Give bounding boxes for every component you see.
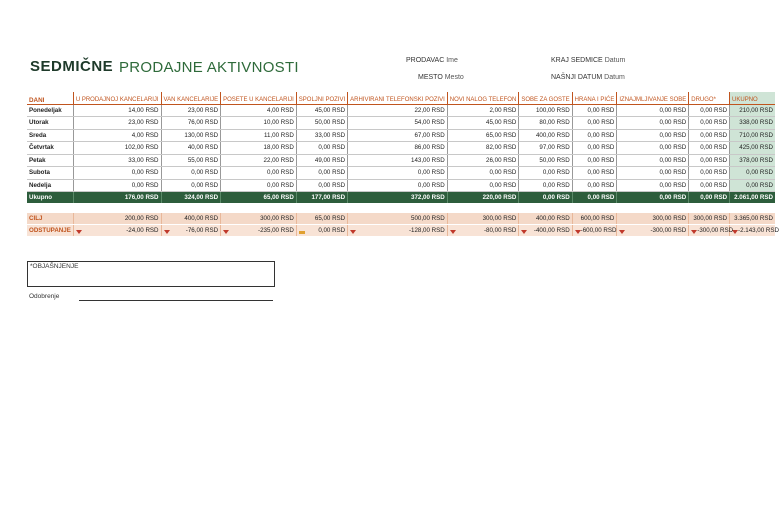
target-row-value[interactable]: 400,00 RSD bbox=[519, 213, 572, 225]
table-row-value[interactable]: 0,00 RSD bbox=[617, 179, 689, 192]
table-row-value[interactable]: 0,00 RSD bbox=[689, 104, 730, 117]
table-row-value[interactable]: 0,00 RSD bbox=[73, 167, 161, 180]
down-arrow-icon bbox=[223, 230, 229, 234]
variance-value: -128,00 RSD bbox=[408, 227, 445, 234]
table-row-value[interactable]: 45,00 RSD bbox=[296, 104, 347, 117]
table-row-value[interactable]: 425,00 RSD bbox=[730, 142, 775, 155]
table-row-value[interactable]: 0,00 RSD bbox=[617, 154, 689, 167]
table-row-value[interactable]: 0,00 RSD bbox=[572, 167, 617, 180]
total-row-value[interactable]: 220,00 RSD bbox=[447, 192, 519, 204]
table-row-value[interactable]: 50,00 RSD bbox=[296, 117, 347, 130]
table-row-value[interactable]: 0,00 RSD bbox=[689, 154, 730, 167]
table-row-value[interactable]: 55,00 RSD bbox=[161, 154, 221, 167]
variance-row-value[interactable] bbox=[161, 225, 221, 237]
header-cell: HRANA I PIĆE bbox=[572, 92, 617, 104]
table-row-value[interactable]: 22,00 RSD bbox=[221, 154, 297, 167]
target-row-value[interactable]: 300,00 RSD bbox=[447, 213, 519, 225]
target-row-value[interactable]: 500,00 RSD bbox=[348, 213, 448, 225]
total-row bbox=[27, 192, 775, 204]
variance-value: -235,00 RSD bbox=[258, 227, 294, 234]
nasnji-label: NAŠNJI DATUM bbox=[551, 74, 603, 81]
total-row-value[interactable]: 177,00 RSD bbox=[296, 192, 347, 204]
meta-nasnji bbox=[551, 74, 625, 81]
table-row bbox=[27, 167, 775, 180]
total-row-value[interactable]: 372,00 RSD bbox=[348, 192, 448, 204]
table-row-value[interactable]: 0,00 RSD bbox=[689, 179, 730, 192]
variance-value: -300,00 RSD bbox=[650, 227, 687, 234]
down-arrow-icon bbox=[76, 230, 82, 234]
equal-indicator-icon bbox=[299, 231, 305, 234]
total-row-label: Ukupno bbox=[27, 192, 73, 204]
variance-row-value[interactable] bbox=[296, 225, 347, 237]
table-row-value[interactable]: 23,00 RSD bbox=[73, 117, 161, 130]
approval-label: Odobrenje bbox=[29, 293, 60, 300]
header-cell: DRUGO* bbox=[689, 92, 730, 104]
header-cell: IZNAJMLJIVANJE SOBE bbox=[617, 92, 689, 104]
table-row-value[interactable]: 10,00 RSD bbox=[221, 117, 297, 130]
table-row-value[interactable]: 378,00 RSD bbox=[730, 154, 775, 167]
table-row bbox=[27, 142, 775, 155]
title-light: PRODAJNE AKTIVNOSTI bbox=[119, 59, 299, 76]
table-row-value[interactable]: 130,00 RSD bbox=[161, 129, 221, 142]
total-row-value[interactable]: 0,00 RSD bbox=[617, 192, 689, 204]
table-row bbox=[27, 129, 775, 142]
variance-value: -2.143,00 RSD bbox=[738, 227, 779, 234]
down-arrow-icon bbox=[164, 230, 170, 234]
table-row-value[interactable]: 65,00 RSD bbox=[447, 129, 519, 142]
table-row-value[interactable]: 100,00 RSD bbox=[519, 104, 572, 117]
table-row-value[interactable]: 0,00 RSD bbox=[519, 167, 572, 180]
table-row-value[interactable]: 82,00 RSD bbox=[447, 142, 519, 155]
table-row-value[interactable]: 76,00 RSD bbox=[161, 117, 221, 130]
table-row-value[interactable]: 0,00 RSD bbox=[296, 179, 347, 192]
variance-row-value[interactable] bbox=[348, 225, 448, 237]
total-row-value[interactable]: 2.061,00 RSD bbox=[730, 192, 775, 204]
table-row-value[interactable]: 22,00 RSD bbox=[348, 104, 448, 117]
variance-row-value[interactable] bbox=[617, 225, 689, 237]
table-row-value[interactable]: 0,00 RSD bbox=[572, 142, 617, 155]
nasnji-value[interactable]: Datum bbox=[604, 74, 625, 81]
total-row-value[interactable]: 0,00 RSD bbox=[519, 192, 572, 204]
table-row-value[interactable]: 0,00 RSD bbox=[348, 167, 448, 180]
variance-value: -300,00 RSD bbox=[697, 227, 734, 234]
table-row-value[interactable]: 0,00 RSD bbox=[617, 117, 689, 130]
variance-row-value[interactable] bbox=[730, 225, 779, 237]
table-row-value[interactable]: 0,00 RSD bbox=[617, 129, 689, 142]
table-row-value[interactable]: 54,00 RSD bbox=[348, 117, 448, 130]
table-row-value[interactable]: 50,00 RSD bbox=[519, 154, 572, 167]
table-row-value[interactable]: 400,00 RSD bbox=[519, 129, 572, 142]
table-row-value[interactable]: 0,00 RSD bbox=[161, 167, 221, 180]
table-row-value[interactable]: 710,00 RSD bbox=[730, 129, 775, 142]
table-row-value[interactable]: 0,00 RSD bbox=[730, 179, 775, 192]
meta-mesto bbox=[418, 74, 464, 81]
header-cell: DANI bbox=[27, 92, 73, 104]
table-row-value[interactable]: 49,00 RSD bbox=[296, 154, 347, 167]
target-row-value[interactable]: 300,00 RSD bbox=[221, 213, 297, 225]
target-row-value[interactable]: 400,00 RSD bbox=[161, 213, 221, 225]
variance-row-value[interactable] bbox=[519, 225, 572, 237]
table-body bbox=[27, 104, 779, 236]
header-cell: UKUPNO bbox=[730, 92, 775, 104]
table-row-value[interactable]: 0,00 RSD bbox=[221, 179, 297, 192]
variance-value: -400,00 RSD bbox=[533, 227, 570, 234]
table-row-value[interactable]: 14,00 RSD bbox=[73, 104, 161, 117]
prodavac-value[interactable]: Ime bbox=[446, 57, 458, 64]
prodavac-label: PRODAVAC bbox=[406, 57, 445, 64]
header-cell: ARHIVIRANI TELEFONSKI POZIVI bbox=[348, 92, 448, 104]
variance-row-value[interactable] bbox=[689, 225, 734, 237]
title-bold: SEDMIČNE bbox=[30, 58, 114, 75]
variance-row-label: ODSTUPANJE bbox=[27, 225, 73, 237]
table-row-value[interactable]: 0,00 RSD bbox=[617, 104, 689, 117]
header-cell: SPOLJNI POZIVI bbox=[296, 92, 347, 104]
down-arrow-icon bbox=[521, 230, 527, 234]
spacer-row bbox=[27, 203, 775, 213]
table-row-value[interactable]: 40,00 RSD bbox=[161, 142, 221, 155]
table-row-label: Sreda bbox=[27, 129, 73, 142]
target-row-value[interactable]: 200,00 RSD bbox=[73, 213, 161, 225]
table-row-value[interactable]: 86,00 RSD bbox=[348, 142, 448, 155]
table-row-value[interactable]: 338,00 RSD bbox=[730, 117, 775, 130]
table-row-value[interactable]: 97,00 RSD bbox=[519, 142, 572, 155]
table-row-label: Nedelja bbox=[27, 179, 73, 192]
table-row-value[interactable]: 11,00 RSD bbox=[221, 129, 297, 142]
table-row-value[interactable]: 210,00 RSD bbox=[730, 104, 775, 117]
total-row-value[interactable]: 0,00 RSD bbox=[572, 192, 617, 204]
total-row-value[interactable]: 65,00 RSD bbox=[221, 192, 297, 204]
target-row-value[interactable]: 600,00 RSD bbox=[572, 213, 617, 225]
explanation-label: *OBJAŠNJENJE bbox=[30, 263, 79, 270]
table-row-value[interactable]: 0,00 RSD bbox=[447, 167, 519, 180]
table-row-value[interactable]: 0,00 RSD bbox=[572, 104, 617, 117]
table-row-value[interactable]: 0,00 RSD bbox=[161, 179, 221, 192]
target-row-value[interactable]: 3.365,00 RSD bbox=[730, 213, 775, 225]
table-row bbox=[27, 104, 775, 117]
variance-value: -24,00 RSD bbox=[126, 227, 159, 234]
mesto-value[interactable]: Mesto bbox=[444, 74, 464, 81]
table-row-value[interactable]: 0,00 RSD bbox=[730, 167, 775, 180]
total-row-value[interactable]: 0,00 RSD bbox=[689, 192, 730, 204]
kraj-label: KRAJ SEDMICE bbox=[551, 57, 603, 64]
sales-table bbox=[27, 92, 779, 236]
mesto-label: MESTO bbox=[418, 74, 443, 81]
table-row-value[interactable]: 23,00 RSD bbox=[161, 104, 221, 117]
table-row-label: Subota bbox=[27, 167, 73, 180]
table-row-value[interactable]: 0,00 RSD bbox=[689, 167, 730, 180]
table-row-label: Utorak bbox=[27, 117, 73, 130]
table-row-value[interactable]: 80,00 RSD bbox=[519, 117, 572, 130]
table-row-value[interactable]: 0,00 RSD bbox=[689, 129, 730, 142]
table-row-value[interactable]: 0,00 RSD bbox=[572, 154, 617, 167]
down-arrow-icon bbox=[450, 230, 456, 234]
table-row bbox=[27, 154, 775, 167]
table-row-value[interactable]: 0,00 RSD bbox=[221, 167, 297, 180]
table-row-value[interactable]: 4,00 RSD bbox=[73, 129, 161, 142]
table-row-value[interactable]: 33,00 RSD bbox=[73, 154, 161, 167]
table-row-value[interactable]: 0,00 RSD bbox=[617, 167, 689, 180]
table-row-value[interactable]: 0,00 RSD bbox=[447, 179, 519, 192]
table-row-value[interactable]: 0,00 RSD bbox=[519, 179, 572, 192]
table-row-value[interactable]: 0,00 RSD bbox=[572, 179, 617, 192]
variance-value: -600,00 RSD bbox=[580, 227, 617, 234]
table-row-value[interactable]: 0,00 RSD bbox=[572, 129, 617, 142]
kraj-value[interactable]: Datum bbox=[604, 57, 626, 64]
spacer-cell bbox=[27, 203, 775, 213]
target-row-value[interactable]: 65,00 RSD bbox=[296, 213, 347, 225]
table-row-value[interactable]: 2,00 RSD bbox=[447, 104, 519, 117]
table-row-value[interactable]: 33,00 RSD bbox=[296, 129, 347, 142]
variance-value: -76,00 RSD bbox=[185, 227, 219, 234]
approval-line[interactable] bbox=[79, 300, 273, 301]
header-cell: POSETE U KANCELARIJI bbox=[221, 92, 297, 104]
table-row-value[interactable]: 67,00 RSD bbox=[348, 129, 448, 142]
target-row-label: CILJ bbox=[27, 213, 73, 225]
table-row bbox=[27, 179, 775, 192]
variance-value: -80,00 RSD bbox=[483, 227, 517, 234]
variance-row bbox=[27, 225, 775, 237]
explanation-box[interactable] bbox=[27, 261, 275, 287]
table-row-value[interactable]: 0,00 RSD bbox=[348, 179, 448, 192]
down-arrow-icon bbox=[350, 230, 356, 234]
table-row-label: Ponedeljak bbox=[27, 104, 73, 117]
variance-row-value[interactable] bbox=[572, 225, 617, 237]
down-arrow-icon bbox=[619, 230, 625, 234]
table-row-label: Petak bbox=[27, 154, 73, 167]
table-row-value[interactable]: 26,00 RSD bbox=[447, 154, 519, 167]
target-row bbox=[27, 213, 775, 225]
target-row-value[interactable]: 300,00 RSD bbox=[689, 213, 730, 225]
table-row-value[interactable]: 143,00 RSD bbox=[348, 154, 448, 167]
meta-kraj bbox=[551, 57, 625, 64]
header-cell: U PRODAJNOJ KANCELARIJI bbox=[73, 92, 161, 104]
table-row-value[interactable]: 0,00 RSD bbox=[689, 117, 730, 130]
header-cell: NOVI NALOG TELEFON bbox=[447, 92, 519, 104]
target-row-value[interactable]: 300,00 RSD bbox=[617, 213, 689, 225]
table-row-value[interactable]: 0,00 RSD bbox=[296, 142, 347, 155]
meta-prodavac bbox=[406, 57, 458, 64]
header-row bbox=[27, 92, 775, 104]
table-row-value[interactable]: 0,00 RSD bbox=[73, 179, 161, 192]
table-row-value[interactable]: 0,00 RSD bbox=[296, 167, 347, 180]
variance-row-value[interactable] bbox=[73, 225, 161, 237]
table-row-value[interactable]: 0,00 RSD bbox=[617, 142, 689, 155]
table-row-value[interactable]: 45,00 RSD bbox=[447, 117, 519, 130]
table-row-label: Četvrtak bbox=[27, 142, 73, 155]
header-cell: VAN KANCELARIJE bbox=[161, 92, 221, 104]
total-row-value[interactable]: 176,00 RSD bbox=[73, 192, 161, 204]
table-row-value[interactable]: 4,00 RSD bbox=[221, 104, 297, 117]
variance-row-value[interactable] bbox=[447, 225, 519, 237]
variance-row-value[interactable] bbox=[221, 225, 297, 237]
table-row bbox=[27, 117, 775, 130]
table-row-value[interactable]: 18,00 RSD bbox=[221, 142, 297, 155]
table-row-value[interactable]: 0,00 RSD bbox=[689, 142, 730, 155]
variance-value: 0,00 RSD bbox=[318, 227, 346, 234]
table-row-value[interactable]: 102,00 RSD bbox=[73, 142, 161, 155]
header-cell: SOBE ZA GOSTE bbox=[519, 92, 572, 104]
table-row-value[interactable]: 0,00 RSD bbox=[572, 117, 617, 130]
total-row-value[interactable]: 324,00 RSD bbox=[161, 192, 221, 204]
